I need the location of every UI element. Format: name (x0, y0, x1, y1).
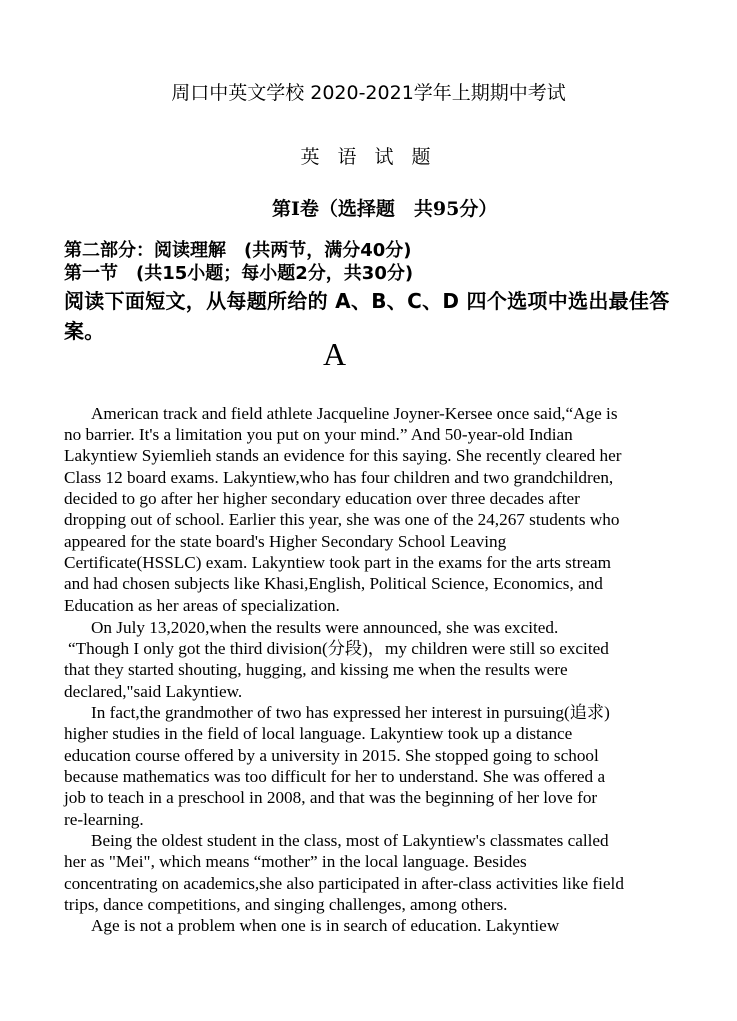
passage-line: higher studies in the field of local language. Lakyntiew took up a distance (64, 724, 573, 743)
passage-line: Class 12 board exams. Lakyntiew,who has four children and two grandchildren, (64, 468, 614, 487)
passage-line: because mathematics was too difficult for her to understand. She was offered a (64, 767, 606, 786)
passage-line: decided to go after her higher secondary education over three decades after (64, 489, 580, 508)
passage-line: On July 13,2020,when the results were announced, she was excited. (91, 618, 559, 637)
passage-line: her as "Mei", which means “mother” in the local language. Besides (64, 852, 527, 871)
section-heading: 第一节 (共15小题；每小题2分，共30分) (64, 263, 414, 284)
exam-subject-title: 英 语 试 题 (300, 146, 437, 168)
passage-line: Lakyntiew Syiemlieh stands an evidence for this saying. She recently cleared her (64, 446, 622, 465)
passage-line: education course offered by a university in 2015. She stopped going to school (64, 746, 599, 765)
passage-line: Certificate(HSSLC) exam. Lakyntiew took part in the exams for the arts stream (64, 553, 611, 572)
passage-line: concentrating on academics,she also participated in after-class activities like field (64, 874, 624, 893)
passage-line: Education as her areas of specialization. (64, 596, 340, 615)
passage-line: dropping out of school. Earlier this year, she was one of the 24,267 students who (64, 510, 620, 529)
passage-line: re-learning. (64, 810, 144, 829)
passage-line: and had chosen subjects like Khasi,English, Political Science, Economics, and (64, 574, 603, 593)
passage-line: that they started shouting, hugging, and kissing me when the results were (64, 660, 568, 679)
passage-line: American track and field athlete Jacqueline Joyner-Kersee once said,“Age is (91, 404, 618, 423)
reading-instructions: 阅读下面短文，从每题所给的 A、B、C、D 四个选项中选出最佳答案。 (64, 289, 670, 343)
passage-line: Being the oldest student in the class, most of Lakyntiew's classmates called (91, 831, 609, 850)
passage-label: A (323, 336, 347, 372)
passage-line: job to teach in a preschool in 2008, and that was the beginning of her love for (64, 788, 598, 807)
passage-line: appeared for the state board's Higher Secondary School Leaving (64, 532, 507, 551)
part-heading: 第二部分：阅读理解 (共两节，满分40分) (64, 240, 412, 261)
passage-line: “Though I only got the third division(分段)，my children were still so excited (68, 639, 609, 658)
passage-line: In fact,the grandmother of two has expressed her interest in pursuing(追求) (91, 703, 610, 722)
passage-line: Age is not a problem when one is in search of education. Lakyntiew (91, 916, 560, 935)
volume-title: 第Ⅰ卷（选择题 共95分） (272, 198, 498, 220)
passage-line: trips, dance competitions, and singing challenges, among others. (64, 895, 508, 914)
passage-line: no barrier. It's a limitation you put on your mind.” And 50-year-old Indian (64, 425, 573, 444)
exam-school-title: 周口中英文学校 2020-2021学年上期期中考试 (171, 82, 566, 104)
passage-line: declared,"said Lakyntiew. (64, 682, 243, 701)
